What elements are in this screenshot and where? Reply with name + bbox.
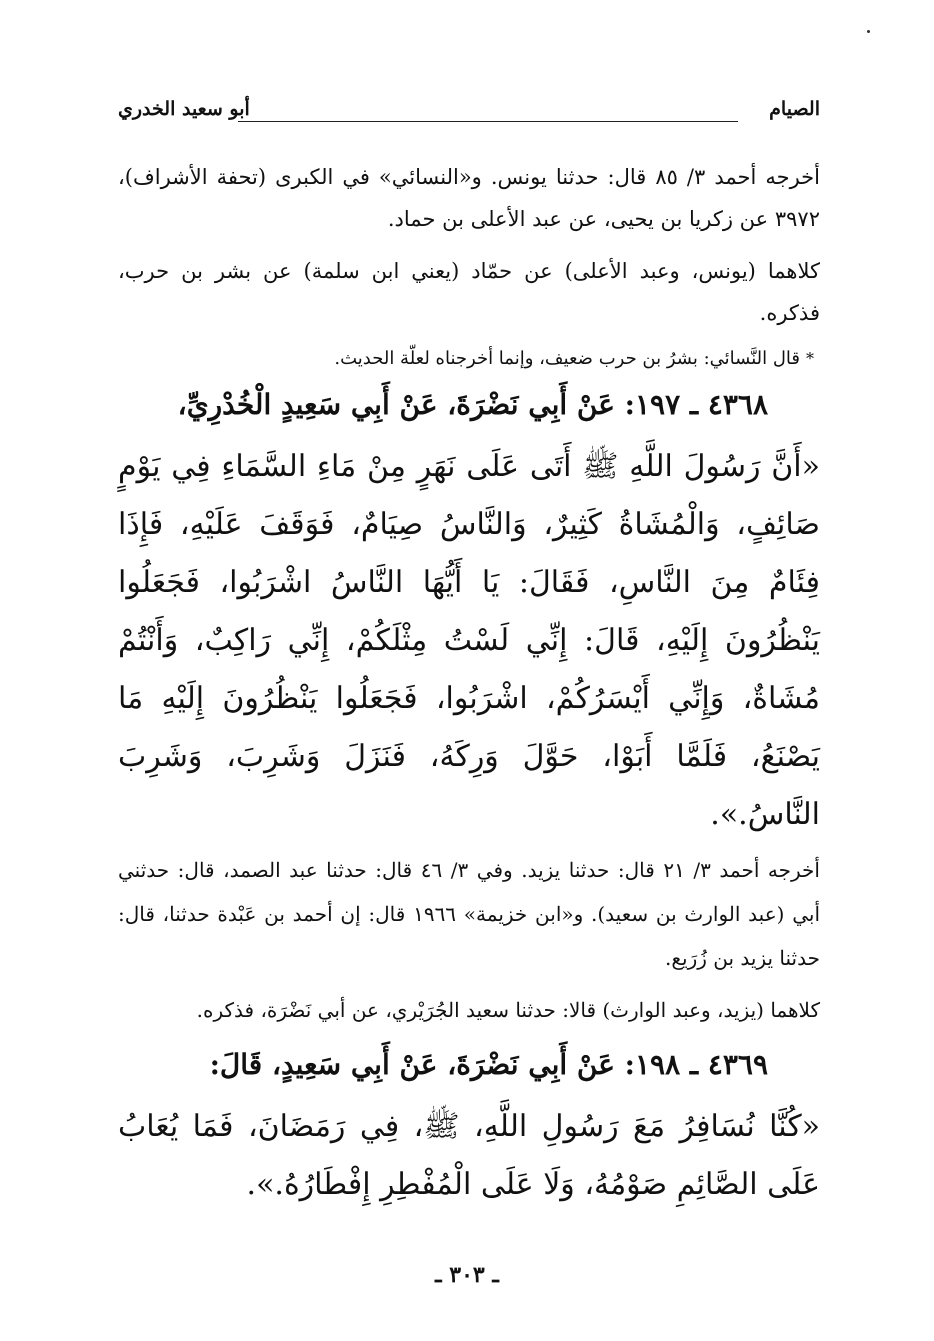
header-narrator-name: أبو سعيد الخدري	[118, 98, 250, 120]
asterisk-icon: *	[806, 349, 814, 368]
hadith-197-heading: ٤٣٦٨ ـ ١٩٧: عَنْ أَبِي نَضْرَةَ، عَنْ أَبِي سَعِيدٍ الْخُدْرِيِّ،	[177, 388, 768, 421]
page-body	[118, 156, 820, 1218]
takhrij-paragraph-1: أخرجه أحمد ٣/ ٨٥ قال: حدثنا يونس. و«النسائي» في الكبرى (تحفة الأشراف)، ٣٩٧٢ عن زكريا بن يحيى، عن عبد الأعلى بن حماد.	[118, 165, 820, 231]
hadith-198-heading: ٤٣٦٩ ـ ١٩٨: عَنْ أَبِي نَضْرَةَ، عَنْ أَبِي سَعِيدٍ، قَالَ:	[209, 1048, 768, 1081]
nasai-comment-text: قال النَّسائي: بشرُ بن حرب ضعيف، وإنما أخرجناه لعلّة الحديث.	[334, 348, 800, 369]
scan-speck	[867, 30, 870, 33]
hadith-197-text: «أَنَّ رَسُولَ اللَّهِ ﷺ أَتَى عَلَى نَهَرٍ مِنْ مَاءِ السَّمَاءِ فِي يَوْمٍ صَائِفٍ، وَالْمُشَاةُ كَثِيرٌ، وَالنَّاسُ صِيَامٌ، فَوَقَفَ عَلَيْهِ، فَإِذَا فِئَامٌ مِنَ النَّاسِ، فَقَالَ: يَا أَيُّهَا النَّاسُ اشْرَبُوا، فَجَعَلُوا يَنْظُرُونَ إِلَيْهِ، قَالَ: إِنِّي لَسْتُ مِثْلَكُمْ، إِنِّي رَاكِبٌ، وَأَنْتُمْ مُشَاةٌ، وَإِنِّي أَيْسَرُكُمْ، اشْرَبُوا، فَجَعَلُوا يَنْظُرُونَ إِلَيْهِ مَا يَصْنَعُ، فَلَمَّا أَبَوْا، حَوَّلَ وَرِكَهُ، فَنَزَلَ وَشَرِبَ، وَشَرِبَ النَّاسُ.».	[118, 449, 820, 832]
nasai-comment	[118, 344, 820, 374]
page-number: ـ ٣٠٣ ـ	[435, 1262, 499, 1288]
running-header	[118, 98, 820, 128]
hadith-198-text: «كُنَّا نُسَافِرُ مَعَ رَسُولِ اللَّهِ، ﷺ، فِي رَمَضَانَ، فَمَا يُعَابُ عَلَى الصَّائِمِ صَوْمُهُ، وَلَا عَلَى الْمُفْطِرِ إِفْطَارُهُ.».	[118, 1109, 820, 1202]
header-chapter-title: الصيام	[769, 98, 820, 120]
takhrij-paragraph-3: أخرجه أحمد ٣/ ٢١ قال: حدثنا يزيد. وفي ٣/ ٤٦ قال: حدثنا عبد الصمد، قال: حدثني أبي (عبد الوارث بن سعيد). و«ابن خزيمة» ١٩٦٦ قال: إن أحمد بن عَبْدة حدثنا، قال: حدثنا يزيد بن زُرَيع.	[118, 858, 820, 970]
takhrij-paragraph-2: كلاهما (يونس، وعبد الأعلى) عن حمّاد (يعني ابن سلمة) عن بشر بن حرب، فذكره.	[118, 259, 820, 325]
header-rule	[238, 121, 738, 122]
takhrij-paragraph-4: كلاهما (يزيد، وعبد الوارث) قالا: حدثنا سعيد الجُرَيْري، عن أبي نَضْرَة، فذكره.	[196, 998, 820, 1022]
